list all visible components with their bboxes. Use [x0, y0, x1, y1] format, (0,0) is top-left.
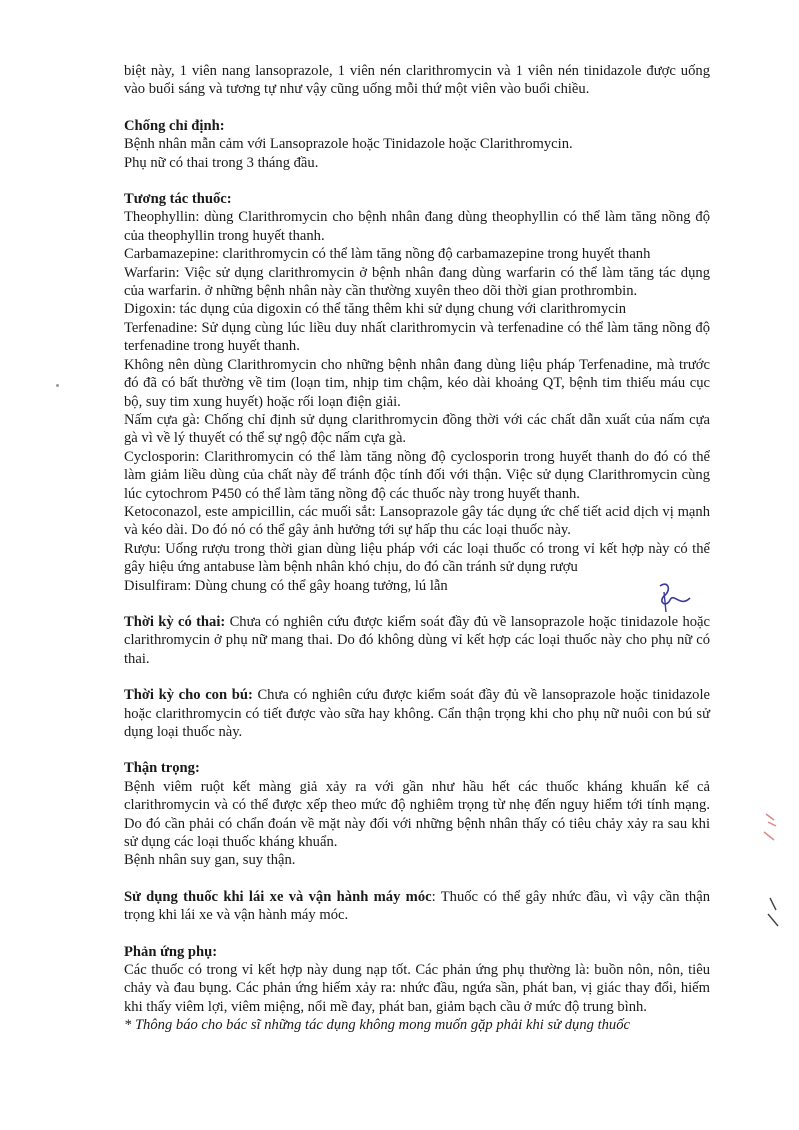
- pregnancy-paragraph: [124, 613, 710, 668]
- interaction-line: Nấm cựa gà: Chống chỉ định sử dụng clarithromycin đồng thời với các chất dẫn xuất của nấm cựa gà vì về lý thuyết có thể sự ngộ độc nấm cựa gà.: [124, 411, 710, 447]
- interaction-line: Carbamazepine: clarithromycin có thể làm tăng nồng độ carbamazepine trong huyết thanh: [124, 246, 651, 263]
- contraindication-line: Bệnh nhân mẫn cảm với Lansoprazole hoặc Tinidazole hoặc Clarithromycin.: [124, 136, 573, 153]
- interaction-line: Không nên dùng Clarithromycin cho những bệnh nhân đang dùng liệu pháp Terfenadine, mà trước đó đã có bất thường về tim (loạn tim, nhịp tim chậm, kéo dài khoảng QT, bệnh tim thiếu máu cục bộ, suy tim xung huyết) hoặc rối loạn điện giải.: [124, 356, 710, 410]
- breastfeeding-heading: Thời kỳ cho con bú:: [124, 687, 253, 704]
- side-effects-heading: Phản ứng phụ:: [124, 943, 218, 960]
- pregnancy-heading: Thời kỳ có thai:: [124, 613, 226, 630]
- interaction-line: Ketoconazol, este ampicillin, các muối sắt: Lansoprazole gây tác dụng ức chế tiết acid dịch vị mạnh và kéo dài. Do đó nó có thể gây ảnh hưởng tới sự hấp thu các loại thuốc này.: [124, 503, 710, 539]
- precautions-heading: Thận trọng:: [124, 760, 200, 777]
- driving-paragraph: [124, 888, 710, 925]
- driving-heading: Sử dụng thuốc khi lái xe và vận hành máy móc: [124, 888, 432, 905]
- document-page: [124, 62, 710, 1035]
- interaction-line: Rượu: Uống rượu trong thời gian dùng liệu pháp với các loại thuốc có trong vỉ kết hợp này có thể gây hiệu ứng antabuse làm bệnh nhân khó chịu, do đó cần tránh sử dụng rượu: [124, 540, 710, 576]
- interaction-line: Terfenadine: Sử dụng cùng lúc liều duy nhất clarithromycin và terfenadine có thể làm tăng nồng độ terfenadine trong huyết thanh.: [124, 319, 710, 355]
- interaction-line: Cyclosporin: Clarithromycin có thể làm tăng nồng độ cyclosporin trong huyết thanh do đó có thể làm giảm liều dùng của chất này để tránh độc tính đối với thận. Việc sử dụng Clarithromycin cùng lúc cytochrom P450 có thể làm tăng nồng độ các thuốc này trong huyết thanh.: [124, 448, 710, 502]
- signature-mark: [650, 578, 700, 618]
- interaction-line: Theophyllin: dùng Clarithromycin cho bệnh nhân đang dùng theophyllin có thể làm tăng nồng độ của theophyllin trong huyết thanh.: [124, 209, 710, 244]
- pregnancy-text: Chưa có nghiên cứu được kiểm soát đầy đủ về lansoprazole hoặc tinidazole hoặc clarithromycin ở phụ nữ mang thai. Do đó không dùng vỉ kết hợp các loại thuốc này cho phụ nữ có thai.: [124, 613, 710, 667]
- breastfeeding-paragraph: [124, 686, 710, 741]
- interaction-line: Disulfiram: Dùng chung có thể gây hoang tưởng, lú lẫn: [124, 577, 448, 594]
- side-effects-line: Các thuốc có trong vỉ kết hợp này dung nạp tốt. Các phản ứng phụ thường là: buồn nôn, nôn, tiêu chảy và đau bụng. Các phản ứng hiếm xảy ra: nhức đầu, ngứa sần, phát ban, vị giác thay đổi, hiếm khi thấy viêm lợi, viêm miệng, nổi mề đay, phát ban, giảm bạch cầu ở mức độ trung bình.: [124, 962, 710, 1015]
- interaction-line: Warfarin: Việc sử dụng clarithromycin ở bệnh nhân đang dùng warfarin có thể làm tăng tác dụng của warfarin. ở những bệnh nhân này cần thường xuyên theo dõi thời gian prothrombin.: [124, 264, 710, 300]
- breastfeeding-text: Chưa có nghiên cứu được kiểm soát đầy đủ về lansoprazole hoặc tinidazole hoặc clarithromycin có tiết được vào sữa hay không. Cẩn thận trọng khi cho phụ nữ nuôi con bú sử dụng loại thuốc này.: [124, 687, 710, 740]
- interaction-line: Digoxin: tác dụng của digoxin có thể tăng thêm khi sử dụng chung với clarithromycin: [124, 301, 626, 318]
- scan-speck: [56, 384, 59, 387]
- margin-stamp-marks: [760, 810, 784, 930]
- contraindications-heading: Chống chỉ định:: [124, 117, 225, 134]
- side-effects-note: * Thông báo cho bác sĩ những tác dụng không mong muốn gặp phải khi sử dụng thuốc: [124, 1017, 630, 1034]
- interactions-heading: Tương tác thuốc:: [124, 191, 232, 208]
- precaution-line: Bệnh nhân suy gan, suy thận.: [124, 852, 296, 869]
- contraindication-line: Phụ nữ có thai trong 3 tháng đầu.: [124, 154, 319, 171]
- intro-paragraph: biệt này, 1 viên nang lansoprazole, 1 viên nén clarithromycin và 1 viên nén tinidazole được uống vào buổi sáng và tương tự như vậy cũng uống mỗi thứ một viên vào buổi chiều.: [124, 63, 710, 98]
- driving-text: : Thuốc có thể gây nhức đầu, vì vậy cần thận trọng khi lái xe và vận hành máy móc.: [124, 888, 710, 924]
- precaution-line: Bệnh viêm ruột kết màng giả xảy ra với gần như hầu hết các thuốc kháng khuẩn kể cả clarithromycin và có thể được xếp theo mức độ nghiêm trọng từ nhẹ đến nguy hiểm tới tính mạng. Do đó cần phải có chẩn đoán về mặt này đối với những bệnh nhân thấy có tiêu chảy xảy ra sau khi sử dụng các loại thuốc kháng khuẩn.: [124, 778, 710, 851]
